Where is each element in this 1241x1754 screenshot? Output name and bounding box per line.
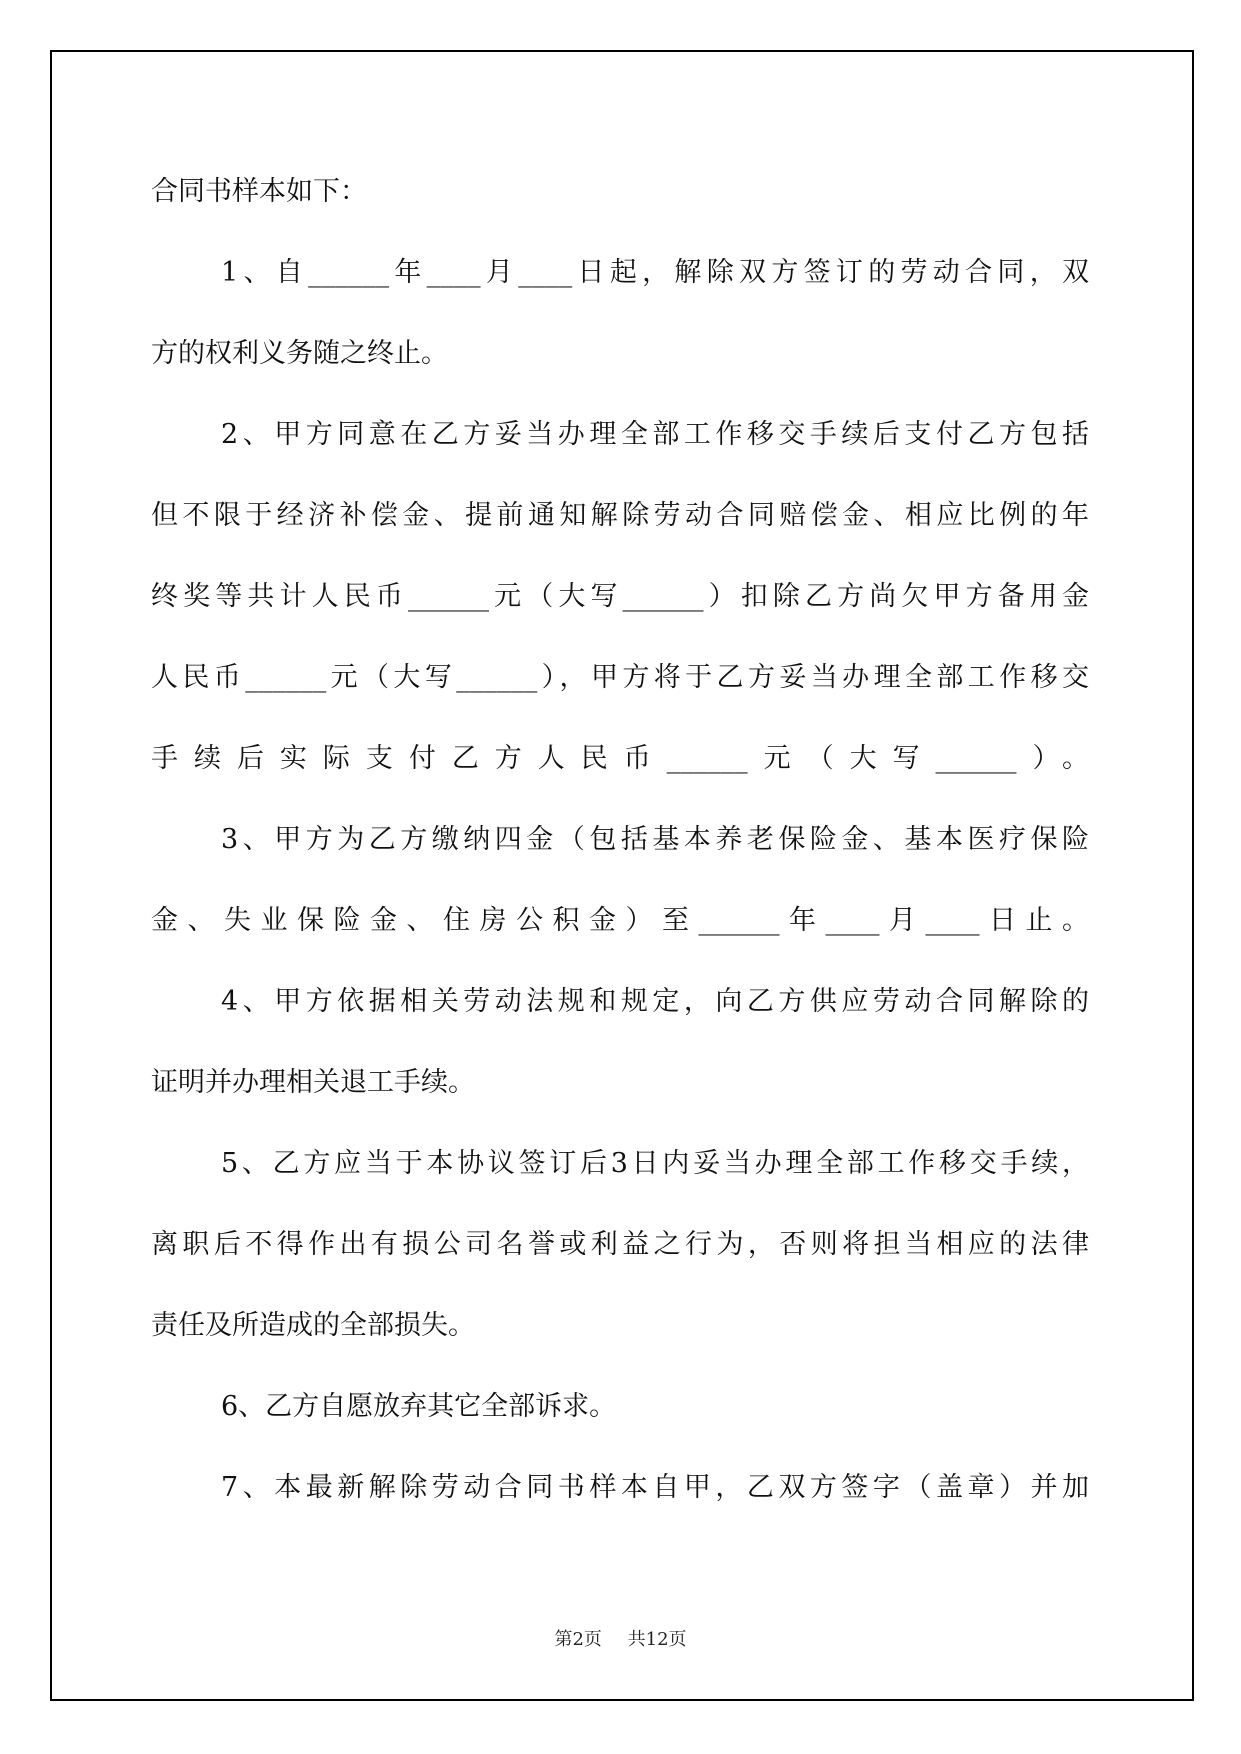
text-line: 终奖等共计人民币______元（大写______）扣除乙方尚欠甲方备用金: [151, 581, 1089, 612]
text-line: 证明并办理相关退工手续。: [151, 1067, 475, 1098]
text-line: 1、自______年____月____日起，解除双方签订的劳动合同，双: [221, 257, 1089, 288]
text-line: 2、甲方同意在乙方妥当办理全部工作移交手续后支付乙方包括: [221, 419, 1089, 450]
text-line: 但不限于经济补偿金、提前通知解除劳动合同赔偿金、相应比例的年: [151, 500, 1089, 531]
text-line: 手续后实际支付乙方人民币______元（大写______）。: [151, 743, 1089, 774]
text-line: 人民币______元（大写______），甲方将于乙方妥当办理全部工作移交: [151, 662, 1089, 693]
page-footer: [0, 1625, 1241, 1651]
text-line: 4、甲方依据相关劳动法规和规定，向乙方供应劳动合同解除的: [221, 986, 1089, 1017]
page-number: 第2页: [554, 1629, 602, 1650]
text-line: 责任及所造成的全部损失。: [151, 1310, 475, 1341]
text-line: 金、失业保险金、住房公积金）至______年____月____日止。: [151, 905, 1089, 936]
document-body: [151, 172, 1089, 1549]
text-line: 5、乙方应当于本协议签订后3日内妥当办理全部工作移交手续，: [221, 1148, 1089, 1179]
text-line: 离职后不得作出有损公司名誉或利益之行为，否则将担当相应的法律: [151, 1229, 1089, 1260]
text-line: 方的权利义务随之终止。: [151, 338, 448, 369]
text-line: 6、乙方自愿放弃其它全部诉求。: [221, 1391, 617, 1422]
text-line: 3、甲方为乙方缴纳四金（包括基本养老保险金、基本医疗保险: [221, 824, 1089, 855]
page-total: 共12页: [627, 1629, 687, 1650]
text-line: 合同书样本如下：: [151, 176, 367, 207]
text-line: 7、本最新解除劳动合同书样本自甲，乙双方签字（盖章）并加: [221, 1472, 1089, 1503]
